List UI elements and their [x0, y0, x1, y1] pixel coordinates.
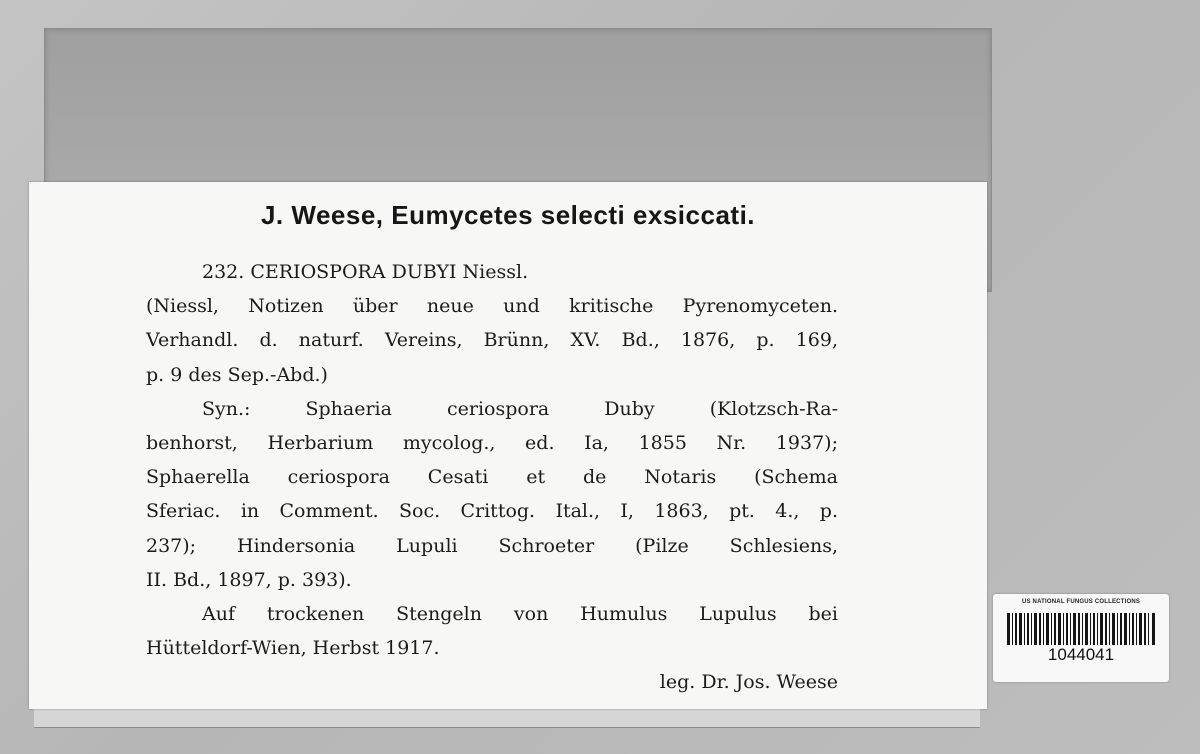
label-line-synonym-3: Sphaerella ceriospora Cesati et de Notaris (Schema — [146, 466, 838, 489]
label-line-citation-1: (Niessl, Notizen über neue und kritische Pyrenomyceten. — [146, 295, 838, 318]
label-line-synonym-2: benhorst, Herbarium mycolog., ed. Ia, 1855 Nr. 1937); — [146, 431, 838, 454]
label-line-citation-3: p. 9 des Sep.-Abd.) — [146, 363, 328, 386]
label-title: J. Weese, Eumycetes selecti exsiccati. — [260, 200, 756, 230]
label-line-synonym-1: Syn.: Sphaeria ceriospora Duby (Klotzsch-Ra- — [202, 397, 838, 420]
barcode-icon — [1007, 613, 1155, 645]
label-line-collector: leg. Dr. Jos. Weese — [659, 671, 838, 694]
barcode-collection-name: US NATIONAL FUNGUS COLLECTIONS — [1021, 599, 1141, 605]
label-body — [146, 255, 838, 699]
envelope-bottom-edge — [34, 706, 980, 728]
label-line-habitat-2: Hütteldorf-Wien, Herbst 1917. — [146, 637, 440, 660]
label-line-citation-2: Verhandl. d. naturf. Vereins, Brünn, XV. Bd., 1876, p. 169, — [146, 329, 838, 352]
label-line-synonym-4: Sferiac. in Comment. Soc. Crittog. Ital., I, 1863, pt. 4., p. — [146, 500, 838, 523]
label-line-species: 232. CERIOSPORA DUBYI Niessl. — [202, 261, 529, 283]
label-line-synonym-5: 237); Hindersonia Lupuli Schroeter (Pilze Schlesiens, — [146, 534, 838, 557]
label-line-synonym-6: II. Bd., 1897, p. 393). — [146, 568, 352, 591]
barcode-number: 1044041 — [1047, 645, 1115, 664]
barcode-label — [993, 594, 1169, 682]
label-line-habitat-1: Auf trockenen Stengeln von Humulus Lupulus bei — [202, 602, 838, 625]
